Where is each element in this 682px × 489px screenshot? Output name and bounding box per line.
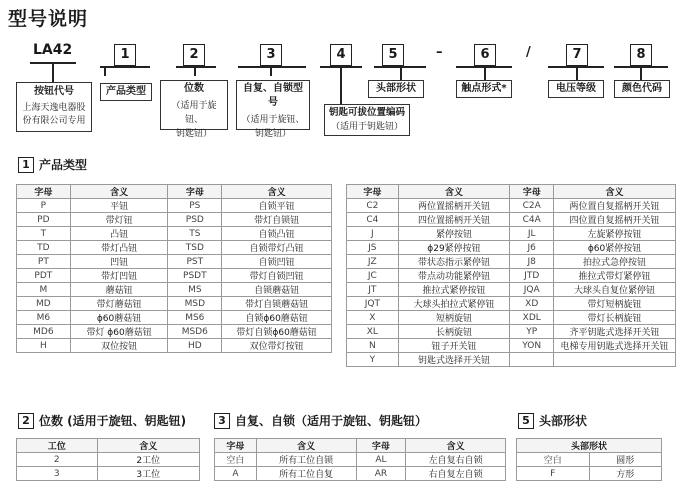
table-header-row [215,439,506,453]
table-row [347,255,676,269]
section2-title: 位数 (适用于旋钮、钥匙钮) [39,414,187,428]
section1-title: 产品类型 [39,158,88,172]
connector-6 [484,66,486,80]
table-cell: 所有工位自锁 [256,453,356,467]
table-cell: XDL [510,311,554,325]
product-type-label: 产品类型 [100,83,152,101]
table-cell: HD [168,339,222,353]
table-cell: 左自复右自锁 [406,453,506,467]
table-cell: 左旋紧停按钮 [554,227,676,241]
table-cell: 拍拉式急停按钮 [554,255,676,269]
table-cell: 带灯自锁蘑菇钮 [222,297,332,311]
col-header: 字母 [215,439,257,453]
table-cell: XD [510,297,554,311]
table-cell: P [17,199,71,213]
table-cell: C2A [510,199,554,213]
col-header: 含义 [406,439,506,453]
table-row [17,255,332,269]
table-cell: JL [510,227,554,241]
col-header: 含义 [256,439,356,453]
table-cell: ϕ60蘑菇钮 [70,311,168,325]
key-pull-title: 钥匙可拔位置编码 [328,107,405,118]
table-row [517,453,662,467]
table-cell: 双位带灯按钮 [222,339,332,353]
table-row [215,453,506,467]
table-cell: 钥匙式选择开关钮 [398,353,510,367]
table-row [17,325,332,339]
table-cell: 紧停按钮 [398,227,510,241]
connector-8 [640,66,642,80]
table-cell: PDT [17,269,71,283]
self-reset-title: 自复、自锁型号 [243,83,303,108]
table-row [17,269,332,283]
table-row [17,311,332,325]
positions-title: 位数 [184,83,204,94]
table-cell: 带灯 ϕ60蘑菇钮 [70,325,168,339]
section3-number: 3 [214,413,230,429]
underline-2 [176,66,216,68]
table-cell: T [17,227,71,241]
key-pull-note: （适用于钥匙钮） [330,122,403,132]
positions-table [16,438,200,481]
table-cell: X [347,311,399,325]
table-cell: 自锁蘑菇钮 [222,283,332,297]
table-cell: 带灯短柄旋钮 [554,297,676,311]
table-cell: TS [168,227,222,241]
table-cell: 带灯凹钮 [70,269,168,283]
table-cell: MSD [168,297,222,311]
color-code-label: 颜色代码 [614,80,670,98]
col-header: 字母 [510,185,554,199]
product-type-table-right [346,184,676,367]
table-cell: 四位置摇柄开关钮 [398,213,510,227]
table-row [347,227,676,241]
table-cell: 短柄旋钮 [398,311,510,325]
col-header: 工位 [17,439,98,453]
table-cell: JTD [510,269,554,283]
connector-5 [400,66,402,80]
table-cell: 蘑菇钮 [70,283,168,297]
table-cell: Y [347,353,399,367]
section3-title: 自复、自锁（适用于旋钮、钥匙钮） [235,414,428,428]
code-box-3: 3 [260,44,282,66]
col-header: 含义 [554,185,676,199]
self-reset-label [236,80,310,139]
self-reset-table [214,438,506,481]
product-type-table-left [16,184,332,353]
code-box-5: 5 [382,44,404,66]
table-row [17,453,200,467]
table-cell: 推拉式带灯紧停钮 [554,269,676,283]
table-cell [554,353,676,367]
table-cell: 齐平钥匙式选择开关钮 [554,325,676,339]
model-prefix: LA42 [33,42,73,58]
table-cell: 3 [17,467,98,481]
table-cell: 自锁ϕ60蘑菇钮 [222,311,332,325]
table-cell: YON [510,339,554,353]
table-cell: PD [17,213,71,227]
underline-3 [238,66,306,68]
table-cell: J [347,227,399,241]
head-shape-label: 头部形状 [368,80,424,98]
code-box-7: 7 [566,44,588,66]
table-cell: 大球头拍拉式紧停钮 [398,297,510,311]
table-row [347,297,676,311]
table-cell: M6 [17,311,71,325]
table-cell: 带状态指示紧停钮 [398,255,510,269]
maker-line-1: 上海天逸电器股 [22,103,86,113]
col-header: 含义 [70,185,168,199]
table-cell: 两位置自复摇柄开关钮 [554,199,676,213]
table-cell: N [347,339,399,353]
table-cell: TD [17,241,71,255]
table-cell: 带灯自锁ϕ60蘑菇钮 [222,325,332,339]
code-box-8: 8 [630,44,652,66]
voltage-label: 电压等级 [548,80,604,98]
table-header-row [17,439,200,453]
table-cell: 自锁凹钮 [222,255,332,269]
button-code-label [16,82,92,132]
table-row [215,467,506,481]
table-cell: ϕ29紧停按钮 [398,241,510,255]
table-cell: 推拉式紧停按钮 [398,283,510,297]
table-cell: 带灯凸钮 [70,241,168,255]
table-cell: A [215,467,257,481]
table-cell: 2 [17,453,98,467]
table-row [347,339,676,353]
table-cell: 电梯专用钥匙式选择开关钮 [554,339,676,353]
table-cell: JQT [347,297,399,311]
table-cell [510,353,554,367]
col-header: 字母 [168,185,222,199]
table-cell: YP [510,325,554,339]
table-row [347,199,676,213]
positions-label [160,80,228,139]
code-box-2: 2 [183,44,205,66]
table-cell: 双位按钮 [70,339,168,353]
table-row [347,269,676,283]
table-row [17,297,332,311]
table-cell: 右自复左自锁 [406,467,506,481]
table-cell: MD [17,297,71,311]
col-header: 字母 [347,185,399,199]
table-cell: 自锁平钮 [222,199,332,213]
table-cell: AR [356,467,406,481]
section1-heading [18,156,87,173]
table-cell: XL [347,325,399,339]
dash-separator: – [436,45,443,60]
underline-1 [100,66,150,68]
table-cell: MS [168,283,222,297]
page-title: 型号说明 [8,8,89,30]
col-header: 头部形状 [517,439,662,453]
table-cell: JZ [347,255,399,269]
head-shape-table [516,438,662,481]
table-row [17,339,332,353]
table-cell: 带灯自锁钮 [222,213,332,227]
code-box-4: 4 [330,44,352,66]
connector-4 [340,66,342,104]
table-cell: J6 [510,241,554,255]
table-cell: 平钮 [70,199,168,213]
table-cell: H [17,339,71,353]
button-code-title: 按钮代号 [34,86,74,97]
contact-form-label: 触点形式* [456,80,512,98]
positions-note-2: 钥匙钮） [175,129,212,139]
section5-heading [518,412,587,429]
section5-number: 5 [518,413,534,429]
table-cell: JT [347,283,399,297]
section1-number: 1 [18,157,34,173]
table-cell: 大球头自复位紧停钮 [554,283,676,297]
table-cell: F [517,467,590,481]
table-cell: AL [356,453,406,467]
section5-title: 头部形状 [539,414,588,428]
table-cell: C4A [510,213,554,227]
table-cell: ϕ60紧停按钮 [554,241,676,255]
table-cell: 自锁凸钮 [222,227,332,241]
self-reset-note-2: 钥匙钮） [254,129,291,139]
connector-2 [194,66,196,76]
table-cell: 凸钮 [70,227,168,241]
table-header-row [347,185,676,199]
connector-3 [270,66,272,76]
connector-7 [576,66,578,80]
table-cell: MSD6 [168,325,222,339]
table-cell: PS [168,199,222,213]
table-cell: 2工位 [97,453,199,467]
table-cell: PT [17,255,71,269]
connector-1 [104,66,106,76]
col-header: 含义 [222,185,332,199]
table-row [347,241,676,255]
table-row [17,241,332,255]
table-row [17,199,332,213]
table-cell: M [17,283,71,297]
table-cell: 3工位 [97,467,199,481]
table-cell: 所有工位自复 [256,467,356,481]
table-row [347,283,676,297]
code-box-6: 6 [474,44,496,66]
table-cell: 空白 [517,453,590,467]
prefix-connector [52,62,54,82]
table-row [347,213,676,227]
code-box-1: 1 [114,44,136,66]
table-cell: 带灯蘑菇钮 [70,297,168,311]
table-cell: 带点动功能紧停钮 [398,269,510,283]
table-row [17,467,200,481]
table-cell: JS [347,241,399,255]
table-row [17,227,332,241]
table-cell: 带灯长柄旋钮 [554,311,676,325]
table-row [347,353,676,367]
table-cell: JQA [510,283,554,297]
table-cell: 方形 [589,467,662,481]
positions-note-1: （适用于旋钮、 [171,101,217,125]
table-cell: 圆形 [589,453,662,467]
table-cell: PST [168,255,222,269]
section2-heading [18,412,186,429]
maker-line-2: 份有限公司专用 [22,116,86,126]
table-cell: 长柄旋钮 [398,325,510,339]
col-header: 含义 [398,185,510,199]
section2-number: 2 [18,413,34,429]
col-header: 含义 [97,439,199,453]
table-cell: 带灯自锁凹钮 [222,269,332,283]
table-cell: 凹钮 [70,255,168,269]
table-cell: 钮子开关钮 [398,339,510,353]
table-cell: C2 [347,199,399,213]
col-header: 字母 [17,185,71,199]
table-cell: 自锁带灯凸钮 [222,241,332,255]
table-cell: C4 [347,213,399,227]
key-pull-label [324,104,410,136]
table-cell: MD6 [17,325,71,339]
section3-heading [214,412,427,429]
table-cell: JC [347,269,399,283]
table-row [17,283,332,297]
table-row [517,467,662,481]
table-cell: PSD [168,213,222,227]
slash-separator: / [526,45,531,60]
table-cell: 两位置摇柄开关钮 [398,199,510,213]
table-row [17,213,332,227]
table-cell: 带灯钮 [70,213,168,227]
table-header-row [17,185,332,199]
table-row [347,311,676,325]
self-reset-note-1: （适用于旋钮、 [241,115,305,125]
table-cell: MS6 [168,311,222,325]
table-cell: TSD [168,241,222,255]
table-row [347,325,676,339]
col-header: 字母 [356,439,406,453]
table-cell: 空白 [215,453,257,467]
table-cell: J8 [510,255,554,269]
table-cell: PSDT [168,269,222,283]
table-cell: 四位置自复摇柄开关钮 [554,213,676,227]
table-header-row [517,439,662,453]
